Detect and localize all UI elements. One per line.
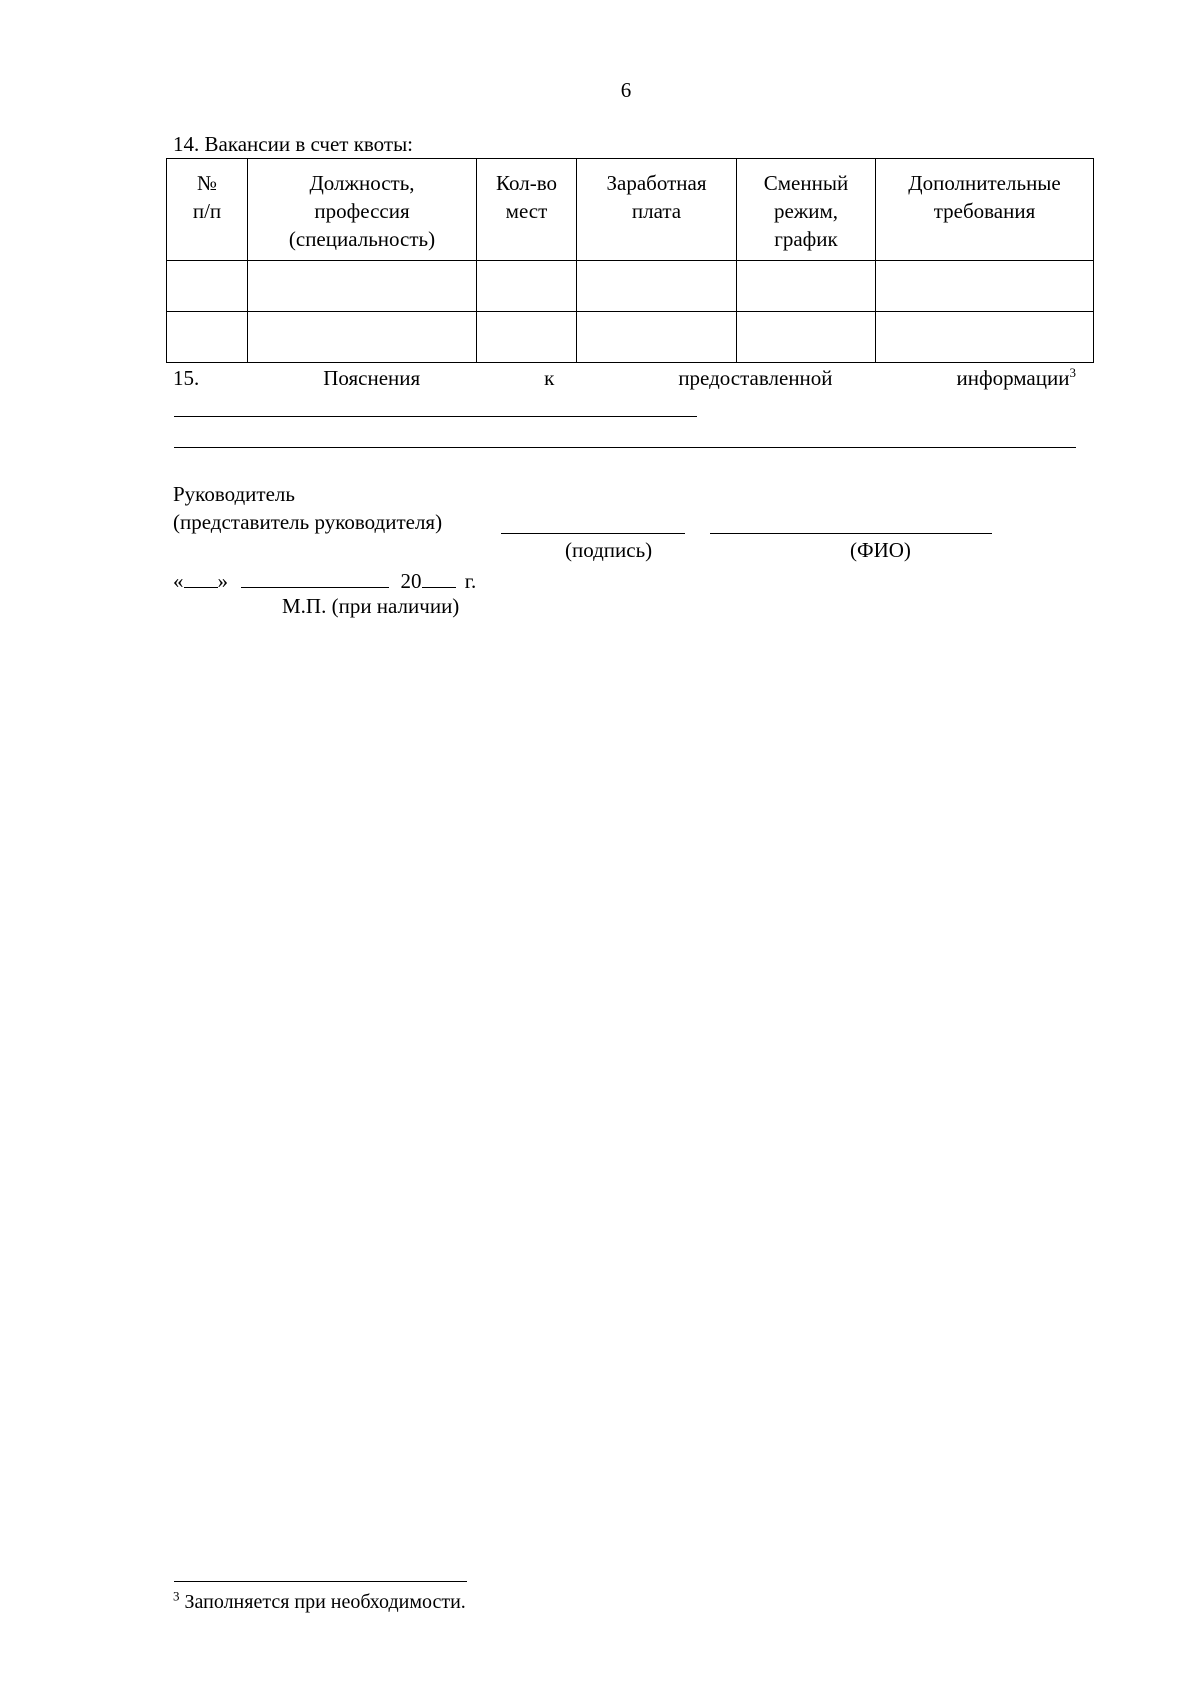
section-15-word: Пояснения <box>323 366 421 390</box>
section-15-heading <box>173 364 1076 392</box>
column-header-quantity: Кол-во мест <box>477 159 577 261</box>
table-cell[interactable] <box>876 261 1094 312</box>
table-cell[interactable] <box>737 261 876 312</box>
table-cell[interactable] <box>737 312 876 363</box>
explanation-line-1[interactable] <box>174 416 697 417</box>
month-blank[interactable] <box>241 565 389 588</box>
day-blank[interactable] <box>184 565 218 588</box>
page-number: 6 <box>620 78 632 102</box>
column-header-position: Должность, профессия (специальность) <box>248 159 477 261</box>
table-cell[interactable] <box>876 312 1094 363</box>
column-header-salary: Заработная плата <box>577 159 737 261</box>
table-cell[interactable] <box>167 312 248 363</box>
footnote-separator <box>174 1581 467 1582</box>
head-representative-label: (представитель руководителя) <box>173 510 443 534</box>
stamp-label: М.П. (при наличии) <box>282 594 460 618</box>
footnote-text: Заполняется при необходимости. <box>184 1591 466 1613</box>
section-15-number: 15. <box>173 366 200 390</box>
section-14-title: 14. Вакансии в счет квоты: <box>173 132 414 156</box>
date-line: « » 20 г. <box>173 565 476 595</box>
footnote <box>173 1588 466 1616</box>
full-name-line[interactable] <box>710 533 992 534</box>
table-cell[interactable] <box>477 261 577 312</box>
signature-line[interactable] <box>501 533 685 534</box>
column-header-schedule: Сменный режим, график <box>737 159 876 261</box>
head-label: Руководитель <box>173 482 295 506</box>
table-cell[interactable] <box>477 312 577 363</box>
table-cell[interactable] <box>248 312 477 363</box>
section-15-word: информации$^3$ <box>956 365 1076 390</box>
column-header-requirements: Дополнительные требования <box>876 159 1094 261</box>
table-cell[interactable] <box>167 261 248 312</box>
vacancies-table <box>166 158 1094 363</box>
table-row <box>167 312 1094 363</box>
explanation-line-2[interactable] <box>174 447 1076 448</box>
year-blank[interactable] <box>422 565 456 588</box>
table-cell[interactable] <box>248 261 477 312</box>
footnote-marker: 3 <box>173 1588 180 1604</box>
section-15-word: предоставленной <box>678 366 833 390</box>
footnote-reference: 3 <box>1069 365 1076 380</box>
signature-caption: (подпись) <box>565 538 653 562</box>
table-cell[interactable] <box>577 261 737 312</box>
column-header-number: № п/п <box>167 159 248 261</box>
table-header-row <box>167 159 1094 261</box>
section-15-word: к <box>544 366 555 390</box>
table-row <box>167 261 1094 312</box>
full-name-caption: (ФИО) <box>850 538 911 562</box>
table-cell[interactable] <box>577 312 737 363</box>
